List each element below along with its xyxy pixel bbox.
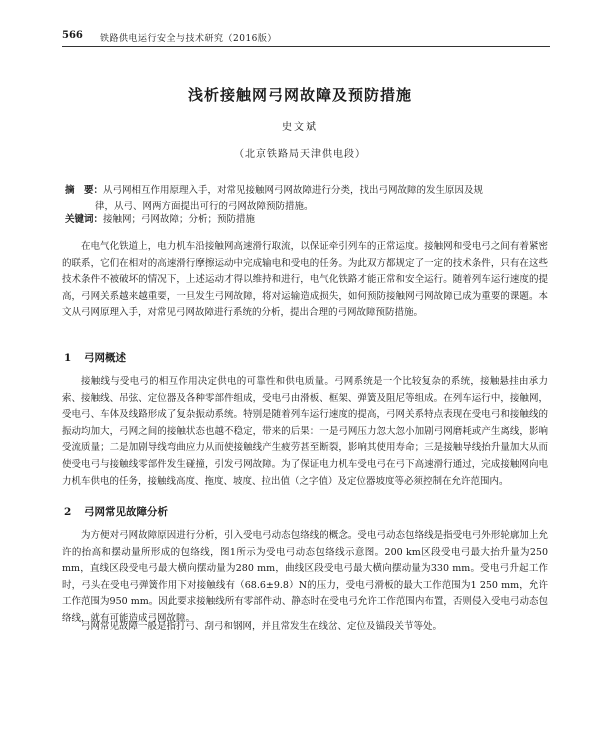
section-number: 1 [64, 352, 72, 364]
abstract-text-1: 从弓网相互作用原理入手，对常见接触网弓网故障进行分类，找出弓网故障的发生原因及规 [103, 185, 484, 196]
section-title: 弓网概述 [84, 352, 126, 364]
abstract [65, 183, 545, 215]
abstract-line-2: 律，从弓、网两方面提出可行的弓网故障预防措施。 [95, 201, 314, 212]
author-name: 史文斌 [282, 122, 318, 133]
section-heading-2 [64, 504, 168, 519]
section-number: 2 [64, 506, 72, 518]
section-1-paragraph: 接触线与受电弓的相互作用决定供电的可靠性和供电质量。弓网系统是一个比较复杂的系统，接触悬挂由承力索、接触线、吊弦、定位器及各种零部件组成，受电弓由滑板、框架、弹簧及阻尼等组成。在列车运行中，接触网，受电弓、车体及线路形成了复杂振动系统。特别是随着列车运行速度的提高，弓网关系特点表现在受电弓和接触线的振动均加大，弓网之间的接触状态也越不稳定，带来的后果：一是弓网压力忽大忽小加剧弓网磨耗或产生离线，影响受流质量；二是加剧导线弯曲应力从而使接触线产生疲劳甚至断裂，影响其使用寿命；三是接触导线抬升量加大从而使受电弓与接触线零部件发生碰撞，引发弓网故障。为了保证电力机车受电弓在弓下高速滑行通过，完成接触网向电力机车供电的任务，接触线高度、拖度、坡度、拉出值（之字值）及定位器坡度等必须控制在允许范围内。 [62, 376, 548, 487]
paper-title: 浅析接触网弓网故障及预防措施 [187, 86, 412, 104]
keywords [65, 213, 545, 227]
section-heading-1 [64, 350, 126, 365]
keywords-text: 接触网；弓网故障；分析；预防措施 [103, 214, 256, 225]
abstract-label: 摘 要： [65, 185, 104, 196]
author-affiliation: （北京铁路局天津供电段） [234, 149, 366, 160]
section-2-paragraph-1: 为方便对弓网故障原因进行分析，引入受电弓动态包络线的概念。受电弓动态包络线是指受电弓外形轮廓加上允许的抬高和摆动量所形成的包络线，图1所示为受电弓动态包络线示意图。200 km区段受电弓最大抬升量为250 mm，直线区段受电弓最大横向摆动量为280 mm，曲线区段受电弓最大横向摆动量为330 mm。受电弓升起工作时，弓头在受电弓弹簧作用下对接触线有（68.6±9.8）N的压力，受电弓滑板的最大工作范围为1 250 mm，允许工作范围为950 mm。因此要求接触线所有零部件动、静态时在受电弓允许工作范围内布置，否则侵入受电弓动态包络线，就有可能造成弓网故障。 [62, 530, 548, 624]
header-rule [62, 46, 550, 47]
intro-paragraph: 在电气化铁道上，电力机车沿接触网高速滑行取流，以保证牵引列车的正常运度。接触网和受电弓之间有着紧密的联系，它们在相对的高速滑行摩擦运动中完成输电和受电的任务。为此双方都规定了一定的技术条件，只有在这些技术条件不被破坏的情况下，上述运动才得以维持和进行，电气化铁路才能正常和安全运行。随着列车运行速度的提高，弓网关系越来越重要，一旦发生弓网故障，将对运输造成损失，如何预防接触网弓网故障已成为重要的课题。本文从弓网原理入手，对常见弓网故障进行系统的分析，提出合理的弓网故障预防措施。 [62, 241, 548, 319]
page-number: 566 [62, 30, 83, 41]
running-header [62, 30, 550, 44]
journal-title: 铁路供电运行安全与技术研究（2016版） [100, 34, 277, 44]
section-title: 弓网常见故障分析 [84, 506, 168, 518]
keywords-label: 关键词： [65, 214, 104, 225]
abstract-line-1 [65, 183, 545, 199]
section-2-paragraph-2: 弓网常见故障一般是指打弓、刮弓和钢网，并且常发生在线岔、定位及锚段关节等处。 [81, 621, 443, 632]
